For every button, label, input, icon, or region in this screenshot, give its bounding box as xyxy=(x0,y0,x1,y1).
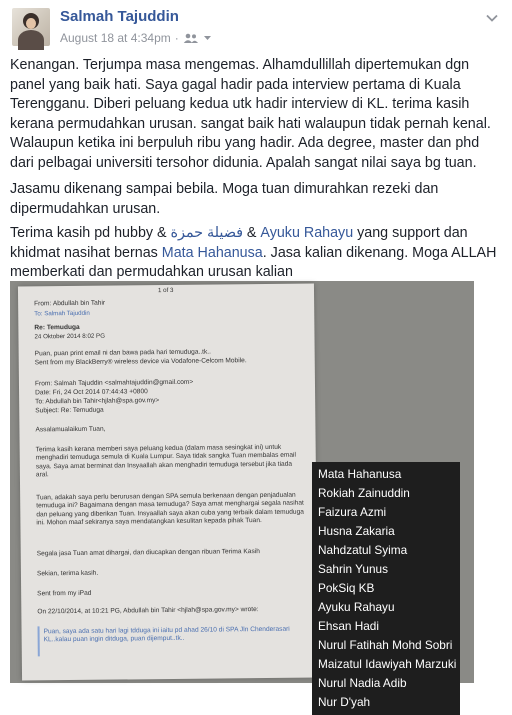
post-meta xyxy=(60,31,212,45)
post-paragraph-3 xyxy=(10,224,502,283)
p3-text-a: Terima kasih pd hubby & xyxy=(10,225,171,241)
email-from-2: From: Salmah Tajuddin <salmahtajuddin@gmail.com> xyxy=(34,378,194,388)
post-header xyxy=(0,0,512,50)
photo-tag[interactable]: Nur D'yah xyxy=(318,695,371,709)
photo-tag[interactable]: Sahrin Yunus xyxy=(318,562,388,576)
chevron-down-icon[interactable] xyxy=(203,34,212,42)
post-date[interactable]: August 18 at 4:34pm xyxy=(60,31,171,45)
author-name[interactable]: Salmah Tajuddin xyxy=(60,8,179,25)
avatar-body xyxy=(18,30,44,50)
email-reply: Puan, puan print email ni dan bawa pada hari temuduga..tk.. xyxy=(34,348,212,358)
photo-tag[interactable]: PokSiq KB xyxy=(318,581,375,595)
printed-email xyxy=(18,283,318,680)
photo-tag[interactable]: Mata Hahanusa xyxy=(318,467,402,481)
post-paragraph-1: Kenangan. Terjumpa masa mengemas. Alhamdullillah dipertemukan dgn panel yang baik hati. Saya gagal hadir pada interview pertama di Kuala Terengganu. Diberi peluang kedua utk hadir interview di KL. terima kasih kerana permudahkan urusan. sangat baik hati walaupun tidak pernah kenal. Walaupun ketika ini berpuluh ribu yang hadir. Ada degree, master dan phd dari pelbagai universiti tersohor didunia. Apalah sangat nilai saya bg tuan. xyxy=(10,57,491,171)
tag-link-mata[interactable]: Mata Hahanusa xyxy=(161,244,263,261)
photo-tag[interactable]: Nurul Nadia Adib xyxy=(318,676,407,690)
tag-link-fadhilah[interactable]: فضيلة حمزة xyxy=(170,225,243,241)
email-para-3: Segala jasa Tuan amat dihargai, dan diucapkan dengan ribuan Terima Kasih xyxy=(36,548,260,558)
tag-link-ayuku[interactable]: Ayuku Rahayu xyxy=(260,225,354,241)
quote-bar xyxy=(38,626,40,656)
email-to-1: To: Salmah Tajuddin xyxy=(34,309,90,318)
email-subject-2: Subject: Re: Temuduga xyxy=(35,406,104,415)
email-closing: Sekian, terima kasih. xyxy=(36,569,99,578)
email-to-2: To: Abdullah bin Tahir<hjlah@spa.gov.my> xyxy=(35,397,160,406)
friends-icon[interactable] xyxy=(183,33,199,44)
p3-text-d: . Jasa kalian dikenang. Moga ALLAH memberkati dan permudahkan urusan kalian xyxy=(10,244,497,280)
email-sent-from: Sent from my iPad xyxy=(37,589,92,598)
email-para-2: Tuan, adakah saya perlu berurusan dengan SPA semula berkenaan dengan penjadualan temuduga ini? Bagaimana dengan masa temuduga? Saya amat menghargai segala nasihat dan peluang yang diberikan Tuan. Insyaallah saya akan cuba yang terbaik dalam temuduga ini. Mohon maaf sekiranya saya mendatangkan kesulitan kepada pihak Tuan. xyxy=(36,491,304,527)
photo-tag[interactable]: Nahdzatul Syima xyxy=(318,543,408,557)
email-from-1: From: Abdullah bin Tahir xyxy=(34,299,106,308)
email-date-1: 24 Oktober 2014 8:02 PG xyxy=(34,332,106,341)
p3-text-c: yang support dan khidmat nasihat bernas xyxy=(10,225,468,261)
avatar[interactable] xyxy=(12,8,50,46)
post-options-icon[interactable] xyxy=(484,10,500,26)
email-quote-header: On 22/10/2014, at 10:21 PG, Abdullah bin Tahir <hjlah@spa.gov.my> wrote: xyxy=(37,606,259,616)
post-paragraph-2: Jasamu dikenang sampai bebila. Moga tuan dimurahkan rezeki dan dipermudahkan urusan. xyxy=(10,181,439,217)
photo-tag[interactable]: Nurul Fatihah Mohd Sobri xyxy=(318,638,453,652)
email-quote: Puan, saya ada satu hari lagi tdduga ini iaitu pd ahad 26/10 di SPA Jln Chenderasari KL..kalau puan ingin ditduga, puan dijemput..tk.. xyxy=(43,625,290,644)
email-greeting: Assalamualaikum Tuan, xyxy=(35,425,106,434)
email-subject-1: Re: Temuduga xyxy=(34,323,80,332)
photo-tag[interactable]: Ayuku Rahayu xyxy=(318,600,395,614)
photo-tag[interactable]: Maizatul Idawiyah Marzuki xyxy=(318,657,457,671)
email-page-count: 1 of 3 xyxy=(157,286,174,295)
photo-tag[interactable]: Ehsan Hadi xyxy=(318,619,379,633)
photo-tag[interactable]: Rokiah Zainuddin xyxy=(318,486,410,500)
p3-text-b: & xyxy=(242,225,261,241)
avatar-face xyxy=(26,18,36,29)
email-date-2: Date: Fri, 24 Oct 2014 07:44:43 +0800 xyxy=(35,388,148,397)
photo-tag-list xyxy=(312,462,460,715)
photo-tag[interactable]: Faizura Azmi xyxy=(318,505,387,519)
email-signature: Sent from my BlackBerry® wireless device via Vodafone-Celcom Mobile. xyxy=(34,357,247,367)
meta-separator: · xyxy=(174,31,179,45)
email-para-1: Terima kasih kerana memberi saya peluang kedua (dalam masa sesingkat ini) untuk menghadiri temuduga semula di Kuala Lumpur. Saya tidak sangka Tuan membalas email saya. Saya amat berminat dan Insyaallah akan menghadiri temuduga tersebut jika tiada aral. xyxy=(35,443,297,479)
photo-tag[interactable]: Husna Zakaria xyxy=(318,524,395,538)
